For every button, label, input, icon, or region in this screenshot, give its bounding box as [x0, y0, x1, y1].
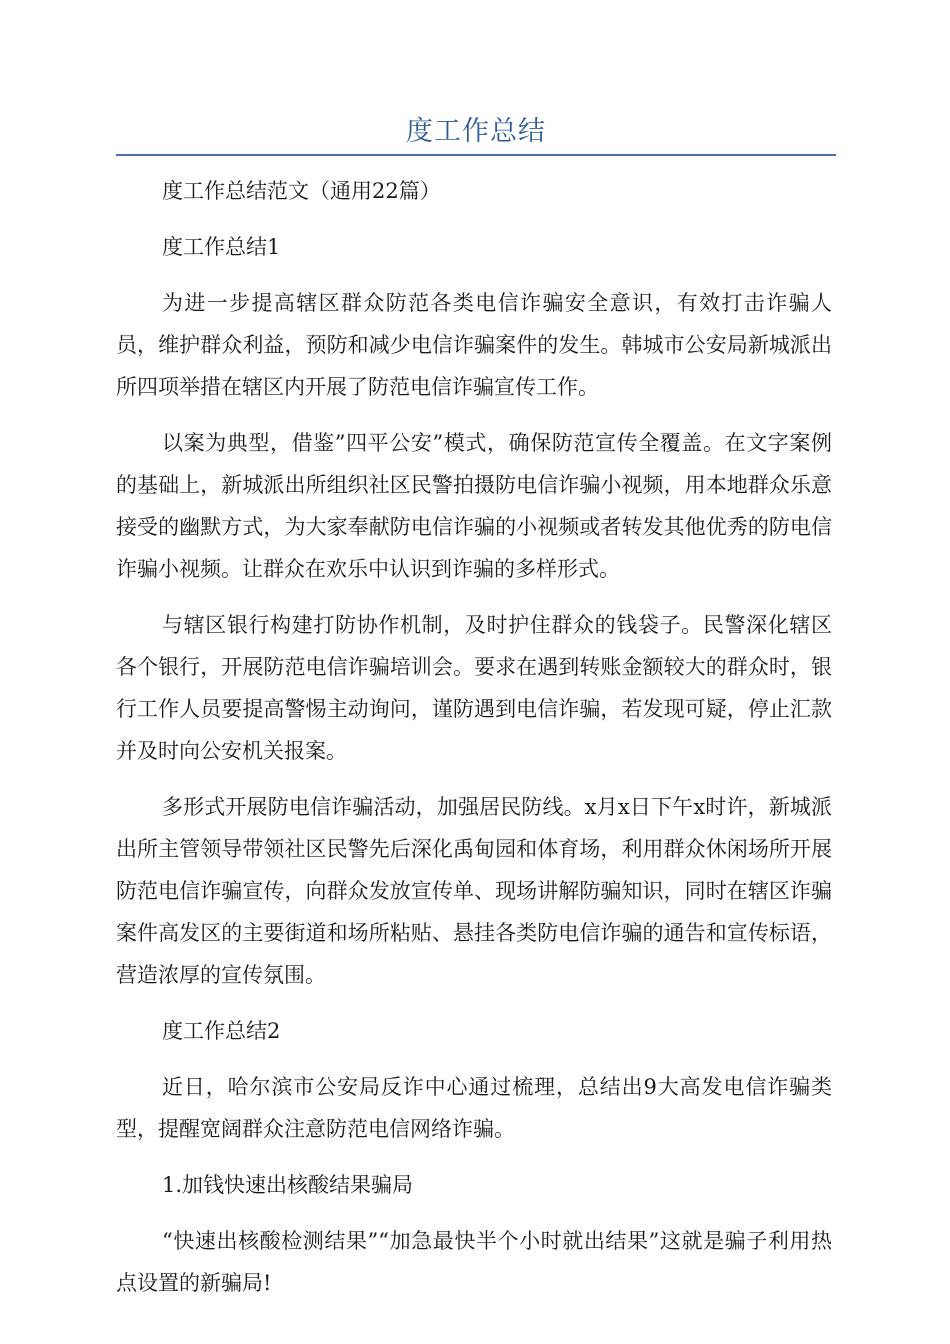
paragraph: 多形式开展防电信诈骗活动，加强居民防线。x月x日下午x时许，新城派出所主管领导带领社区民警先后深化禹甸园和体育场，利用群众休闲场所开展防范电信诈骗宣传，向群众发放宣传单、现场讲解防骗知识，同时在辖区诈骗案件高发区的主要街道和场所粘贴、悬挂各类防电信诈骗的通告和宣传标语，营造浓厚的宣传氛围。 — [116, 795, 832, 987]
document-body — [116, 170, 832, 1318]
document-title: 度工作总结 — [406, 116, 546, 147]
paragraph: 为进一步提高辖区群众防范各类电信诈骗安全意识，有效打击诈骗人员，维护群众利益，预防和减少电信诈骗案件的发生。韩城市公安局新城派出所四项举措在辖区内开展了防范电信诈骗宣传工作。 — [116, 291, 832, 399]
paragraph: “快速出核酸检测结果”“加急最快半个小时就出结果”这就是骗子利用热点设置的新骗局! — [116, 1229, 832, 1295]
section-heading-2: 度工作总结2 — [162, 1019, 281, 1043]
section-heading-1: 度工作总结1 — [162, 235, 281, 259]
paragraph: 以案为典型，借鉴”四平公安”模式，确保防范宣传全覆盖。在文字案例的基础上，新城派出所组织社区民警拍摄防电信诈骗小视频，用本地群众乐意接受的幽默方式，为大家奉献防电信诈骗的小视频或者转发其他优秀的防电信诈骗小视频。让群众在欢乐中认识到诈骗的多样形式。 — [116, 431, 832, 581]
paragraph-collection-title: 度工作总结范文（通用22篇） — [162, 179, 441, 203]
paragraph: 近日，哈尔滨市公安局反诈中心通过梳理，总结出9大高发电信诈骗类型，提醒宽阔群众注意防范电信网络诈骗。 — [116, 1075, 832, 1141]
title-underline — [116, 154, 836, 156]
paragraph: 与辖区银行构建打防协作机制，及时护住群众的钱袋子。民警深化辖区各个银行，开展防范电信诈骗培训会。要求在遇到转账金额较大的群众时，银行工作人员要提高警惕主动询问，谨防遇到电信诈骗，若发现可疑，停止汇款并及时向公安机关报案。 — [116, 613, 832, 763]
list-item-heading: 1.加钱快速出核酸结果骗局 — [162, 1173, 414, 1197]
